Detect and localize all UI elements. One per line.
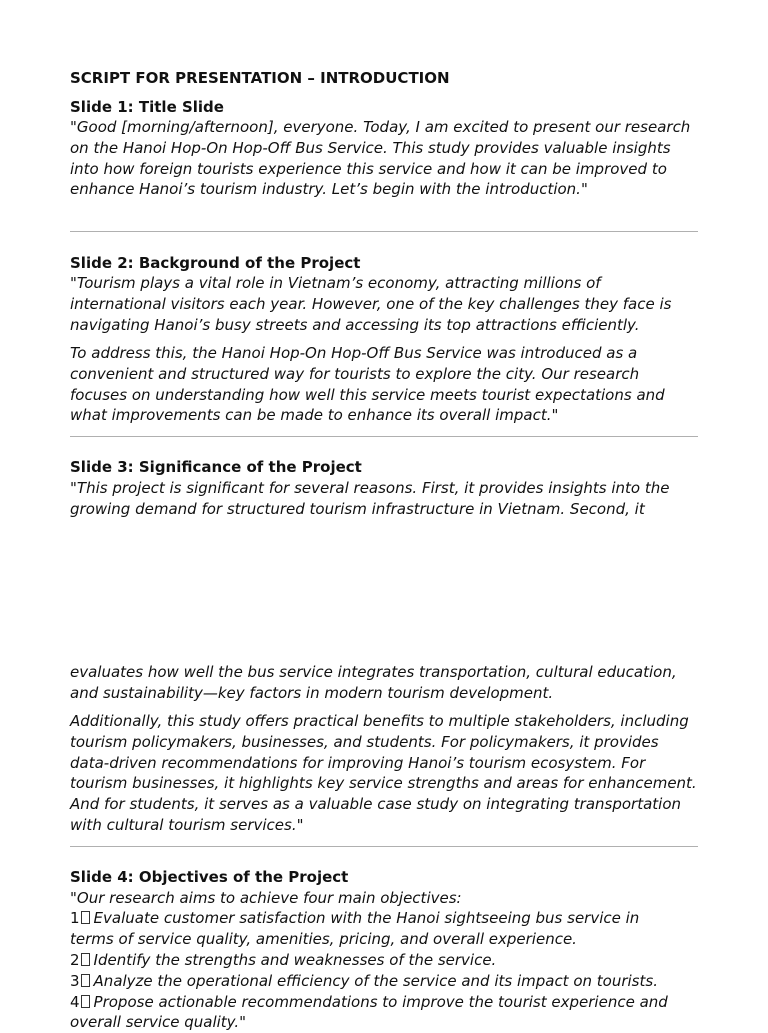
slide-3-paragraph-1: "This project is significant for several reasons. First, it provides insights into the growing demand for structured tourism infrastructure in Vietnam. Second, it	[70, 479, 670, 518]
section-divider	[70, 846, 698, 847]
box-glyph-icon	[81, 995, 90, 1008]
section-divider	[70, 231, 698, 232]
objective-item-1: 1 Evaluate customer satisfaction with the Hanoi sightseeing bus service in	[70, 909, 640, 927]
objective-item-4-continued: overall service quality."	[70, 1013, 247, 1031]
slide-4-intro: "Our research aims to achieve four main objectives:	[70, 889, 462, 907]
objective-item-4: 4 Propose actionable recommendations to improve the tourist experience and	[70, 993, 668, 1011]
slide-3-paragraph-1-continued: evaluates how well the bus service integrates transportation, cultural education, and sustainability—key factors in modern tourism development.	[70, 663, 677, 702]
objective-item-1-continued: terms of service quality, amenities, pricing, and overall experience.	[70, 930, 577, 948]
slide-2-heading: Slide 2: Background of the Project	[70, 254, 361, 272]
slide-2-paragraph-2: To address this, the Hanoi Hop-On Hop-Off Bus Service was introduced as a convenient and structured way for tourists to explore the city. Our research focuses on understanding how well this service meets tourist expectations and what improvements can be made to enhance its overall impact."	[70, 344, 665, 425]
slide-1-heading: Slide 1: Title Slide	[70, 98, 224, 116]
section-divider	[70, 436, 698, 437]
objective-item-3: 3 Analyze the operational efficiency of the service and its impact on tourists.	[70, 972, 658, 990]
box-glyph-icon	[81, 974, 90, 987]
slide-1-paragraph: "Good [morning/afternoon], everyone. Today, I am excited to present our research on the Hanoi Hop-On Hop-Off Bus Service. This study provides valuable insights into how foreign tourists experience this service and how it can be improved to enhance Hanoi’s tourism industry. Let’s begin with the introduction."	[70, 118, 691, 199]
box-glyph-icon	[81, 953, 90, 966]
objective-item-2: 2 Identify the strengths and weaknesses of the service.	[70, 951, 497, 969]
slide-3-paragraph-2: Additionally, this study offers practical benefits to multiple stakeholders, including tourism policymakers, businesses, and students. For policymakers, it provides data-driven recommendations for improving Hanoi’s tourism ecosystem. For tourism businesses, it highlights key service strengths and areas for enhancement. And for students, it serves as a valuable case study on integrating transportation with cultural tourism services."	[70, 712, 697, 834]
document-title: SCRIPT FOR PRESENTATION – INTRODUCTION	[70, 69, 450, 87]
slide-2-paragraph-1: "Tourism plays a vital role in Vietnam’s economy, attracting millions of international visitors each year. However, one of the key challenges they face is navigating Hanoi’s busy streets and accessing its top attractions efficiently.	[70, 274, 672, 334]
box-glyph-icon	[81, 911, 90, 924]
slide-4-heading: Slide 4: Objectives of the Project	[70, 868, 349, 886]
slide-3-heading: Slide 3: Significance of the Project	[70, 458, 362, 476]
